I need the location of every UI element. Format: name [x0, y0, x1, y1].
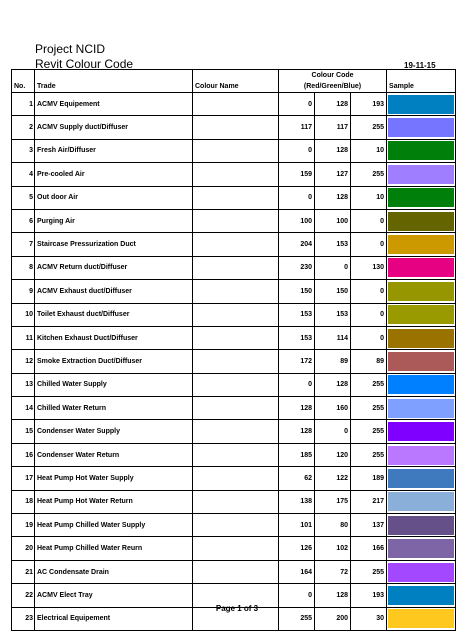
- table-row: [12, 350, 456, 373]
- colour-name-cell: [193, 280, 279, 303]
- blue-value-cell: 0: [351, 303, 387, 326]
- row-number: 18: [12, 490, 35, 513]
- column-header-rgb: (Red/Green/Blue): [279, 81, 387, 93]
- row-number: 12: [12, 350, 35, 373]
- sample-cell: [387, 560, 456, 583]
- table-row: [12, 186, 456, 209]
- colour-swatch: [388, 586, 454, 605]
- colour-code-table: [11, 69, 456, 631]
- blue-value-cell: 255: [351, 443, 387, 466]
- green-value-cell: 160: [315, 397, 351, 420]
- table-row: [12, 233, 456, 256]
- table-row: [12, 467, 456, 490]
- blue-value-cell: 0: [351, 280, 387, 303]
- red-value-cell: 150: [279, 280, 315, 303]
- trade-cell: Heat Pump Chilled Water Supply: [35, 514, 193, 537]
- trade-cell: AC Condensate Drain: [35, 560, 193, 583]
- colour-name-cell: [193, 443, 279, 466]
- row-number: 19: [12, 514, 35, 537]
- colour-swatch: [388, 469, 454, 488]
- table-row: [12, 256, 456, 279]
- trade-cell: ACMV Exhaust duct/Diffuser: [35, 280, 193, 303]
- red-value-cell: 159: [279, 163, 315, 186]
- red-value-cell: 62: [279, 467, 315, 490]
- sample-cell: [387, 163, 456, 186]
- blue-value-cell: 10: [351, 186, 387, 209]
- row-number: 17: [12, 467, 35, 490]
- red-value-cell: 0: [279, 93, 315, 116]
- green-value-cell: 128: [315, 584, 351, 607]
- table-row: [12, 443, 456, 466]
- project-title: Project NCID: [35, 42, 106, 56]
- green-value-cell: 89: [315, 350, 351, 373]
- green-value-cell: 0: [315, 256, 351, 279]
- colour-name-cell: [193, 116, 279, 139]
- trade-cell: Purging Air: [35, 209, 193, 232]
- colour-name-cell: [193, 326, 279, 349]
- sample-cell: [387, 490, 456, 513]
- row-number: 22: [12, 584, 35, 607]
- page-indicator: Page 1 of 3: [215, 604, 259, 613]
- colour-swatch: [388, 141, 454, 160]
- colour-swatch: [388, 516, 454, 535]
- row-number: 6: [12, 209, 35, 232]
- sample-cell: [387, 303, 456, 326]
- sample-cell: [387, 186, 456, 209]
- row-number: 4: [12, 163, 35, 186]
- green-value-cell: 117: [315, 116, 351, 139]
- blue-value-cell: 193: [351, 93, 387, 116]
- colour-name-cell: [193, 397, 279, 420]
- red-value-cell: 117: [279, 116, 315, 139]
- green-value-cell: 128: [315, 93, 351, 116]
- sample-cell: [387, 467, 456, 490]
- green-value-cell: 128: [315, 373, 351, 396]
- table-row: [12, 209, 456, 232]
- colour-swatch: [388, 399, 454, 418]
- trade-cell: Condenser Water Return: [35, 443, 193, 466]
- green-value-cell: 100: [315, 209, 351, 232]
- table-row: [12, 537, 456, 560]
- blue-value-cell: 89: [351, 350, 387, 373]
- table-row: [12, 373, 456, 396]
- sample-cell: [387, 397, 456, 420]
- red-value-cell: 100: [279, 209, 315, 232]
- row-number: 5: [12, 186, 35, 209]
- row-number: 7: [12, 233, 35, 256]
- table-row: [12, 420, 456, 443]
- sample-cell: [387, 537, 456, 560]
- green-value-cell: 153: [315, 233, 351, 256]
- trade-cell: ACMV Equipement: [35, 93, 193, 116]
- green-value-cell: 153: [315, 303, 351, 326]
- row-number: 20: [12, 537, 35, 560]
- red-value-cell: 101: [279, 514, 315, 537]
- colour-swatch: [388, 539, 454, 558]
- column-header-colour-code: Colour Code: [279, 70, 387, 82]
- colour-swatch: [388, 305, 454, 324]
- colour-swatch: [388, 329, 454, 348]
- red-value-cell: 164: [279, 560, 315, 583]
- row-number: 16: [12, 443, 35, 466]
- red-value-cell: 0: [279, 139, 315, 162]
- blue-value-cell: 255: [351, 397, 387, 420]
- trade-cell: Fresh Air/Diffuser: [35, 139, 193, 162]
- red-value-cell: 0: [279, 186, 315, 209]
- sample-cell: [387, 233, 456, 256]
- sample-cell: [387, 116, 456, 139]
- green-value-cell: 128: [315, 139, 351, 162]
- row-number: 11: [12, 326, 35, 349]
- green-value-cell: 175: [315, 490, 351, 513]
- sample-cell: [387, 209, 456, 232]
- red-value-cell: 153: [279, 326, 315, 349]
- blue-value-cell: 137: [351, 514, 387, 537]
- green-value-cell: 120: [315, 443, 351, 466]
- row-number: 15: [12, 420, 35, 443]
- row-number: 2: [12, 116, 35, 139]
- blue-value-cell: 0: [351, 326, 387, 349]
- trade-cell: Toilet Exhaust duct/Diffuser: [35, 303, 193, 326]
- column-header-sample: Sample: [387, 70, 456, 93]
- colour-swatch: [388, 165, 454, 184]
- blue-value-cell: 217: [351, 490, 387, 513]
- colour-swatch: [388, 375, 454, 394]
- trade-cell: Pre-cooled Air: [35, 163, 193, 186]
- blue-value-cell: 255: [351, 163, 387, 186]
- row-number: 1: [12, 93, 35, 116]
- trade-cell: Chilled Water Supply: [35, 373, 193, 396]
- column-header-trade: Trade: [35, 70, 193, 93]
- colour-swatch: [388, 118, 454, 137]
- table-row: [12, 303, 456, 326]
- colour-swatch: [388, 188, 454, 207]
- sample-cell: [387, 139, 456, 162]
- table-row: [12, 514, 456, 537]
- red-value-cell: 255: [279, 607, 315, 630]
- row-number: 8: [12, 256, 35, 279]
- red-value-cell: 0: [279, 373, 315, 396]
- table-row: [12, 326, 456, 349]
- sample-cell: [387, 326, 456, 349]
- red-value-cell: 138: [279, 490, 315, 513]
- trade-cell: Electrical Equipement: [35, 607, 193, 630]
- sample-cell: [387, 420, 456, 443]
- blue-value-cell: 166: [351, 537, 387, 560]
- red-value-cell: 126: [279, 537, 315, 560]
- red-value-cell: 172: [279, 350, 315, 373]
- green-value-cell: 128: [315, 186, 351, 209]
- table-row: [12, 139, 456, 162]
- red-value-cell: 128: [279, 420, 315, 443]
- red-value-cell: 128: [279, 397, 315, 420]
- green-value-cell: 0: [315, 420, 351, 443]
- table-row: [12, 280, 456, 303]
- blue-value-cell: 255: [351, 373, 387, 396]
- green-value-cell: 72: [315, 560, 351, 583]
- green-value-cell: 114: [315, 326, 351, 349]
- colour-name-cell: [193, 420, 279, 443]
- row-number: 13: [12, 373, 35, 396]
- colour-swatch: [388, 446, 454, 465]
- colour-name-cell: [193, 256, 279, 279]
- row-number: 14: [12, 397, 35, 420]
- trade-cell: Out door Air: [35, 186, 193, 209]
- table-row: [12, 163, 456, 186]
- row-number: 23: [12, 607, 35, 630]
- table-row: [12, 560, 456, 583]
- colour-swatch: [388, 212, 454, 231]
- sample-cell: [387, 514, 456, 537]
- green-value-cell: 200: [315, 607, 351, 630]
- colour-name-cell: [193, 139, 279, 162]
- trade-cell: ACMV Supply duct/Diffuser: [35, 116, 193, 139]
- document-date: 19-11-15: [404, 61, 436, 70]
- colour-swatch: [388, 563, 454, 582]
- sample-cell: [387, 280, 456, 303]
- blue-value-cell: 130: [351, 256, 387, 279]
- sample-cell: [387, 373, 456, 396]
- colour-swatch: [388, 95, 454, 114]
- table-row: [12, 93, 456, 116]
- red-value-cell: 204: [279, 233, 315, 256]
- column-header-no: No.: [12, 70, 35, 93]
- sample-cell: [387, 350, 456, 373]
- row-number: 21: [12, 560, 35, 583]
- blue-value-cell: 10: [351, 139, 387, 162]
- trade-cell: Smoke Extraction Duct/Diffuser: [35, 350, 193, 373]
- trade-cell: Kitchen Exhaust Duct/Diffuser: [35, 326, 193, 349]
- table-row: [12, 490, 456, 513]
- trade-cell: ACMV Return duct/Diffuser: [35, 256, 193, 279]
- blue-value-cell: 189: [351, 467, 387, 490]
- row-number: 3: [12, 139, 35, 162]
- colour-name-cell: [193, 373, 279, 396]
- blue-value-cell: 30: [351, 607, 387, 630]
- blue-value-cell: 0: [351, 209, 387, 232]
- colour-name-cell: [193, 514, 279, 537]
- row-number: 10: [12, 303, 35, 326]
- column-header-colour-name: Colour Name: [193, 70, 279, 93]
- colour-name-cell: [193, 233, 279, 256]
- colour-swatch: [388, 258, 454, 277]
- sample-cell: [387, 443, 456, 466]
- colour-swatch: [388, 235, 454, 254]
- blue-value-cell: 255: [351, 560, 387, 583]
- blue-value-cell: 255: [351, 116, 387, 139]
- colour-name-cell: [193, 537, 279, 560]
- trade-cell: Heat Pump Hot Water Return: [35, 490, 193, 513]
- green-value-cell: 122: [315, 467, 351, 490]
- colour-name-cell: [193, 163, 279, 186]
- blue-value-cell: 255: [351, 420, 387, 443]
- colour-name-cell: [193, 560, 279, 583]
- green-value-cell: 102: [315, 537, 351, 560]
- trade-cell: Chilled Water Return: [35, 397, 193, 420]
- trade-cell: ACMV Elect Tray: [35, 584, 193, 607]
- colour-name-cell: [193, 303, 279, 326]
- red-value-cell: 185: [279, 443, 315, 466]
- red-value-cell: 153: [279, 303, 315, 326]
- red-value-cell: 230: [279, 256, 315, 279]
- green-value-cell: 150: [315, 280, 351, 303]
- colour-swatch: [388, 282, 454, 301]
- green-value-cell: 80: [315, 514, 351, 537]
- colour-swatch: [388, 422, 454, 441]
- green-value-cell: 127: [315, 163, 351, 186]
- trade-cell: Heat Pump Chilled Water Reurn: [35, 537, 193, 560]
- sample-cell: [387, 93, 456, 116]
- document-subtitle: Revit Colour Code: [35, 57, 134, 71]
- trade-cell: Condenser Water Supply: [35, 420, 193, 443]
- colour-name-cell: [193, 186, 279, 209]
- table-row: [12, 116, 456, 139]
- blue-value-cell: 0: [351, 233, 387, 256]
- colour-name-cell: [193, 93, 279, 116]
- colour-name-cell: [193, 490, 279, 513]
- trade-cell: Staircase Pressurization Duct: [35, 233, 193, 256]
- trade-cell: Heat Pump Hot Water Supply: [35, 467, 193, 490]
- table-row: [12, 397, 456, 420]
- colour-name-cell: [193, 467, 279, 490]
- red-value-cell: 0: [279, 584, 315, 607]
- sample-cell: [387, 256, 456, 279]
- blue-value-cell: 193: [351, 584, 387, 607]
- colour-swatch: [388, 492, 454, 511]
- colour-name-cell: [193, 350, 279, 373]
- row-number: 9: [12, 280, 35, 303]
- colour-name-cell: [193, 209, 279, 232]
- colour-swatch: [388, 352, 454, 371]
